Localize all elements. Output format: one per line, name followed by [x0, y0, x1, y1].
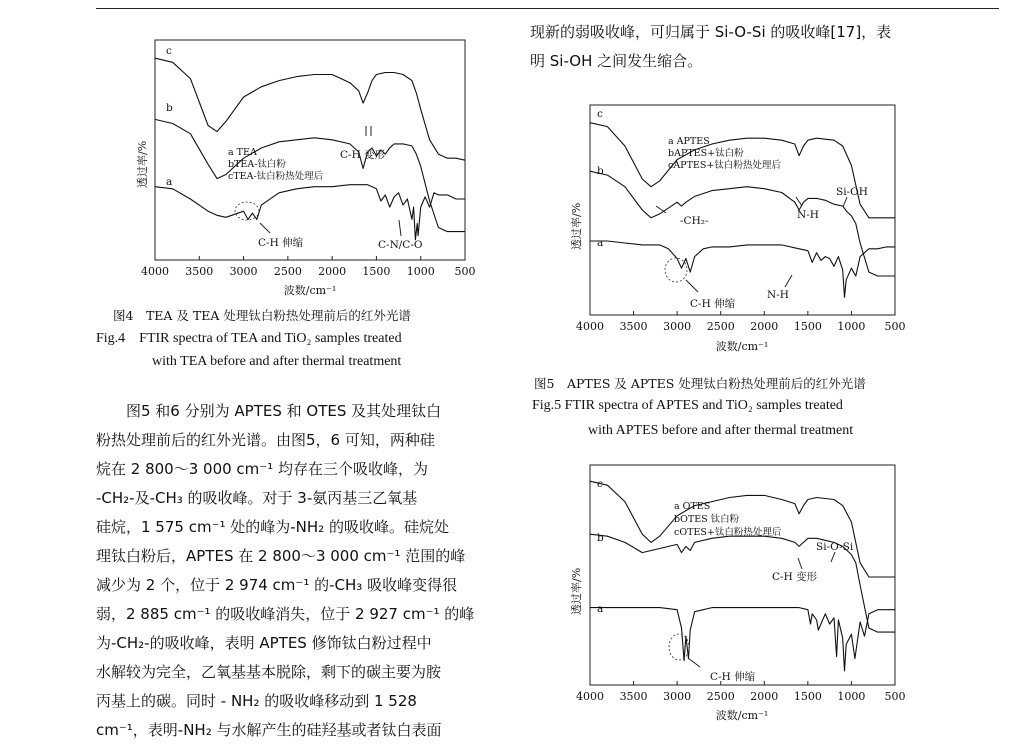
x-ticks — [576, 681, 906, 703]
x-tick-label: 500 — [884, 690, 906, 703]
body-line: 弱，2 885 cm⁻¹ 的吸收峰消失，位于 2 927 cm⁻¹ 的峰 — [96, 605, 475, 623]
spectra-curves — [590, 481, 895, 671]
body-line: cm⁻¹，表明-NH₂ 与水解产生的硅羟基或者钛白表面 — [96, 721, 442, 739]
body-line: 图5 和6 分别为 APTES 和 OTES 及其处理钛白 — [96, 402, 442, 420]
spectra-curves — [155, 58, 465, 240]
body-paragraph-right-top — [530, 18, 930, 76]
x-tick-label: 2000 — [750, 320, 779, 333]
curve-labels — [166, 45, 173, 188]
figure-4-caption-cn: 图4 TEA 及 TEA 处理钛白粉热处理前后的红外光谱 — [113, 308, 411, 323]
legend-item-a: a APTES — [668, 136, 710, 147]
x-tick-label: 3500 — [619, 320, 648, 333]
x-tick-label: 2500 — [706, 320, 735, 333]
curve-label-c: c — [597, 478, 603, 490]
x-tick-label: 500 — [454, 265, 476, 278]
x-tick-label: 4000 — [141, 265, 169, 278]
annotation-circle — [665, 258, 687, 282]
figure-5-caption-en-line2: with APTES before and after thermal treatment — [532, 423, 854, 438]
figure-4-caption-en-line1: Fig.4 FTIR spectra of TEA and TiO₂ samples treated — [96, 331, 402, 346]
spectrum-line-a — [590, 241, 895, 297]
body-line: 烷在 2 800～3 000 cm⁻¹ 均存在三个吸收峰，为 — [96, 460, 428, 478]
arrow-ch-bend — [798, 558, 802, 569]
page-top-rule — [96, 8, 999, 9]
arrow-ch-stretch — [688, 658, 700, 667]
annotation-cn-co: C-N/C-O — [378, 239, 423, 251]
body-line: 减少为 2 个，位于 2 974 cm⁻¹ 的-CH₃ 吸收峰变得很 — [96, 576, 458, 594]
x-tick-label: 2500 — [273, 265, 302, 278]
plot-frame — [590, 465, 895, 685]
spectrum-line-a — [155, 185, 465, 240]
legend-item-b: bAPTES+钛白粉 — [668, 148, 744, 159]
curve-label-b: b — [597, 165, 604, 177]
annotations — [235, 126, 423, 251]
plot-frame — [590, 105, 895, 315]
x-tick-label: 3000 — [229, 265, 258, 278]
legend-item-c: cTEA-钛白粉热处理后 — [228, 171, 324, 182]
annotation-nh-upper: N-H — [797, 209, 819, 221]
x-tick-label: 1500 — [362, 265, 391, 278]
body-line: 现新的弱吸收峰，可归属于 Si-O-Si 的吸收峰[17]，表 — [530, 23, 892, 41]
x-tick-label: 1000 — [837, 320, 866, 333]
legend-item-c: cOTES+钛白粉热处理后 — [674, 527, 782, 538]
body-line: 水解较为完全，乙氧基基本脱除，剩下的碳主要为胺 — [96, 663, 442, 681]
x-tick-label: 3000 — [663, 320, 692, 333]
arrow-si-oh — [843, 197, 847, 207]
x-axis-title: 波数/cm⁻¹ — [715, 709, 769, 722]
annotation-si-o-si: Si-O-Si — [816, 541, 854, 553]
y-axis-title: 透过率/% — [570, 202, 583, 250]
y-axis-title: 透过率/% — [570, 567, 583, 615]
curve-label-a: a — [597, 603, 604, 615]
annotation-ch-bend: C-H 变形 — [340, 149, 386, 161]
annotation-ch-stretch: C-H 伸缩 — [710, 671, 756, 683]
legend-item-a: a TEA — [228, 147, 257, 158]
body-line: 理钛白粉后，APTES 在 2 800～3 000 cm⁻¹ 范围的峰 — [96, 547, 466, 565]
legend — [674, 501, 782, 538]
annotation-nh-lower: N-H — [767, 289, 789, 301]
curve-labels — [597, 478, 604, 615]
body-line: 粉热处理前后的红外光谱。由图5，6 可知，两种硅 — [96, 431, 435, 449]
curve-label-b: b — [597, 532, 604, 544]
legend-item-a: a OTES — [674, 501, 711, 512]
figure-4-caption-en-line2: with TEA before and after thermal treatment — [96, 354, 402, 369]
legend — [228, 147, 324, 182]
x-tick-label: 4000 — [576, 320, 604, 333]
arrow-cn-co — [399, 220, 401, 236]
annotation-ch-stretch: C-H 伸缩 — [258, 237, 304, 249]
annotation-ch-stretch: C-H 伸缩 — [690, 298, 736, 310]
x-tick-label: 1000 — [837, 690, 866, 703]
spectrum-line-c — [155, 58, 465, 160]
curve-labels — [597, 108, 604, 249]
x-tick-label: 1500 — [793, 690, 822, 703]
body-line: -CH₂-及-CH₃ 的吸收峰。对于 3-氨丙基三乙氧基 — [96, 489, 418, 507]
x-ticks — [576, 311, 906, 333]
body-paragraph-left — [96, 397, 492, 745]
x-tick-label: 1000 — [406, 265, 435, 278]
figure-6-chart — [560, 460, 910, 728]
body-line: 硅烷，1 575 cm⁻¹ 处的峰为-NH₂ 的吸收峰。硅烷处 — [96, 518, 449, 536]
body-line: 丙基上的碳。同时 - NH₂ 的吸收峰移动到 1 528 — [96, 692, 417, 710]
arrow-ch-stretch — [686, 280, 698, 292]
x-tick-label: 3000 — [663, 690, 692, 703]
x-tick-label: 500 — [884, 320, 906, 333]
curve-label-a: a — [166, 176, 173, 188]
arrow-nh-lower — [785, 275, 792, 287]
figure-5-chart — [560, 100, 910, 370]
x-tick-label: 2500 — [706, 690, 735, 703]
figure-5-caption-cn: 图5 APTES 及 APTES 处理钛白粉热处理前后的红外光谱 — [534, 376, 866, 391]
annotation-ch2: -CH₂- — [680, 215, 709, 227]
figure-4-chart — [120, 28, 480, 303]
x-ticks — [141, 256, 476, 278]
curve-label-c: c — [597, 108, 603, 120]
annotations — [669, 541, 854, 683]
legend-item-b: bOTES 钛白粉 — [674, 514, 740, 525]
x-tick-label: 2000 — [750, 690, 779, 703]
legend-item-b: bTEA-钛白粉 — [228, 159, 286, 170]
x-tick-label: 1500 — [793, 320, 822, 333]
legend-item-c: cAPTES+钛白粉热处理后 — [668, 160, 781, 171]
annotation-si-oh: Si-OH — [836, 186, 868, 198]
x-axis-title: 波数/cm⁻¹ — [715, 340, 769, 353]
arrow-ch-stretch — [260, 223, 270, 233]
curve-label-b: b — [166, 102, 173, 114]
body-line: 为-CH₂-的吸收峰，表明 APTES 修饰钛白粉过程中 — [96, 634, 432, 652]
x-axis-title: 波数/cm⁻¹ — [283, 284, 337, 297]
spectrum-line-a — [590, 608, 895, 671]
x-tick-label: 3500 — [619, 690, 648, 703]
annotation-ch-bend: C-H 变形 — [772, 571, 818, 583]
arrow-ch2 — [656, 206, 666, 213]
arrow-si-o-si — [831, 552, 835, 562]
arrow-nh-upper — [796, 197, 802, 206]
curve-label-c: c — [166, 45, 172, 57]
body-line: 明 Si-OH 之间发生缩合。 — [530, 52, 703, 70]
x-tick-label: 4000 — [576, 690, 604, 703]
y-axis-title: 透过率/% — [136, 140, 149, 188]
x-tick-label: 2000 — [318, 265, 347, 278]
x-tick-label: 3500 — [185, 265, 214, 278]
figure-5-caption-en-line1: Fig.5 FTIR spectra of APTES and TiO₂ samples treated — [532, 398, 843, 413]
curve-label-a: a — [597, 237, 604, 249]
